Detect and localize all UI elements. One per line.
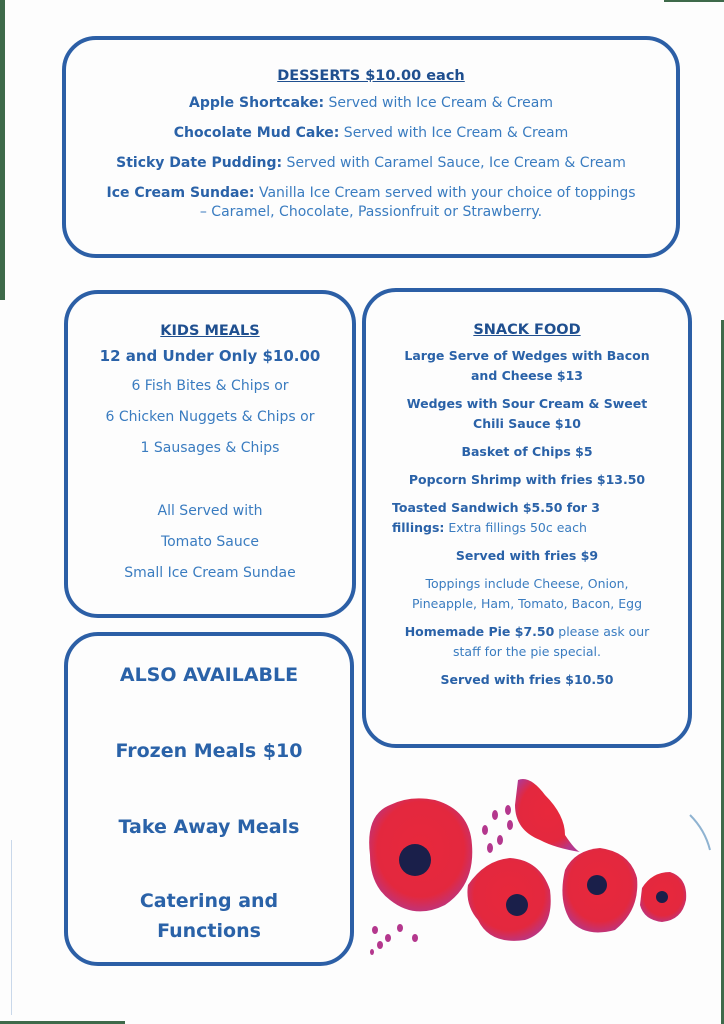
stem-stroke bbox=[690, 815, 710, 850]
kids-served: All Served with bbox=[157, 503, 263, 519]
snack-item: Homemade Pie $7.50 please ask our staff for the pie special. bbox=[404, 624, 650, 659]
snack-item: Popcorn Shrimp with fries $13.50 bbox=[408, 472, 646, 487]
dessert-item bbox=[66, 124, 676, 143]
poppy-icon bbox=[369, 798, 472, 911]
also-item: Take Away Meals bbox=[118, 816, 300, 838]
snack-item: Wedges with Sour Cream & Sweet Chili Sauce $10 bbox=[406, 396, 648, 431]
poppy-icon bbox=[640, 872, 686, 922]
dessert-name: Sticky Date Pudding: bbox=[116, 155, 283, 171]
dessert-name: Ice Cream Sundae: bbox=[106, 185, 255, 201]
scan-edge bbox=[664, 0, 724, 2]
scan-edge bbox=[0, 0, 5, 300]
dessert-desc: Served with Caramel Sauce, Ice Cream & Cream bbox=[282, 155, 626, 171]
kids-heading: KIDS MEALS bbox=[160, 323, 260, 339]
also-item: Functions bbox=[157, 920, 261, 942]
snack-item: Toppings include Cheese, Onion, Pineapple, Ham, Tomato, Bacon, Egg bbox=[411, 576, 643, 611]
poppy-icon bbox=[515, 779, 580, 852]
snack-item: Served with fries $9 bbox=[455, 548, 599, 563]
snack-item: Toasted Sandwich $5.50 for 3 fillings: Extra fillings 50c each bbox=[392, 500, 600, 535]
dessert-desc: Served with Ice Cream & Cream bbox=[324, 95, 553, 111]
dessert-desc: Served with Ice Cream & Cream bbox=[339, 125, 569, 141]
also-heading: ALSO AVAILABLE bbox=[119, 664, 299, 686]
poppy-flowers-illustration bbox=[360, 760, 724, 960]
also-item: Catering and bbox=[139, 890, 279, 912]
kids-served: Tomato Sauce bbox=[160, 534, 260, 550]
kids-meals-section bbox=[64, 290, 356, 618]
dessert-desc: – Caramel, Chocolate, Passionfruit or Strawberry. bbox=[199, 204, 543, 220]
snack-food-section bbox=[362, 288, 692, 748]
snack-heading: SNACK FOOD bbox=[473, 322, 581, 338]
kids-served: Small Ice Cream Sundae bbox=[124, 565, 296, 581]
also-item: Frozen Meals $10 bbox=[115, 740, 303, 762]
dessert-name: Chocolate Mud Cake: bbox=[173, 125, 340, 141]
desserts-section bbox=[62, 36, 680, 258]
dessert-item bbox=[66, 184, 676, 222]
margin-line bbox=[11, 840, 12, 1015]
kids-option: 1 Sausages & Chips bbox=[140, 440, 280, 456]
kids-price: 12 and Under Only $10.00 bbox=[99, 347, 321, 365]
kids-option: 6 Fish Bites & Chips or bbox=[131, 378, 289, 394]
kids-option: 6 Chicken Nuggets & Chips or bbox=[105, 409, 315, 425]
desserts-heading: DESSERTS $10.00 each bbox=[277, 68, 465, 84]
also-available-section bbox=[64, 632, 354, 966]
dessert-name: Apple Shortcake: bbox=[188, 95, 325, 111]
dessert-item bbox=[66, 154, 676, 173]
poppy-icon bbox=[562, 848, 637, 932]
dessert-item bbox=[66, 94, 676, 113]
snack-item: Basket of Chips $5 bbox=[461, 444, 593, 459]
dessert-desc: Vanilla Ice Cream served with your choice of toppings bbox=[254, 185, 636, 201]
snack-item: Large Serve of Wedges with Bacon and Cheese $13 bbox=[404, 348, 650, 383]
poppy-icon bbox=[467, 858, 550, 941]
snack-item: Served with fries $10.50 bbox=[440, 672, 614, 687]
